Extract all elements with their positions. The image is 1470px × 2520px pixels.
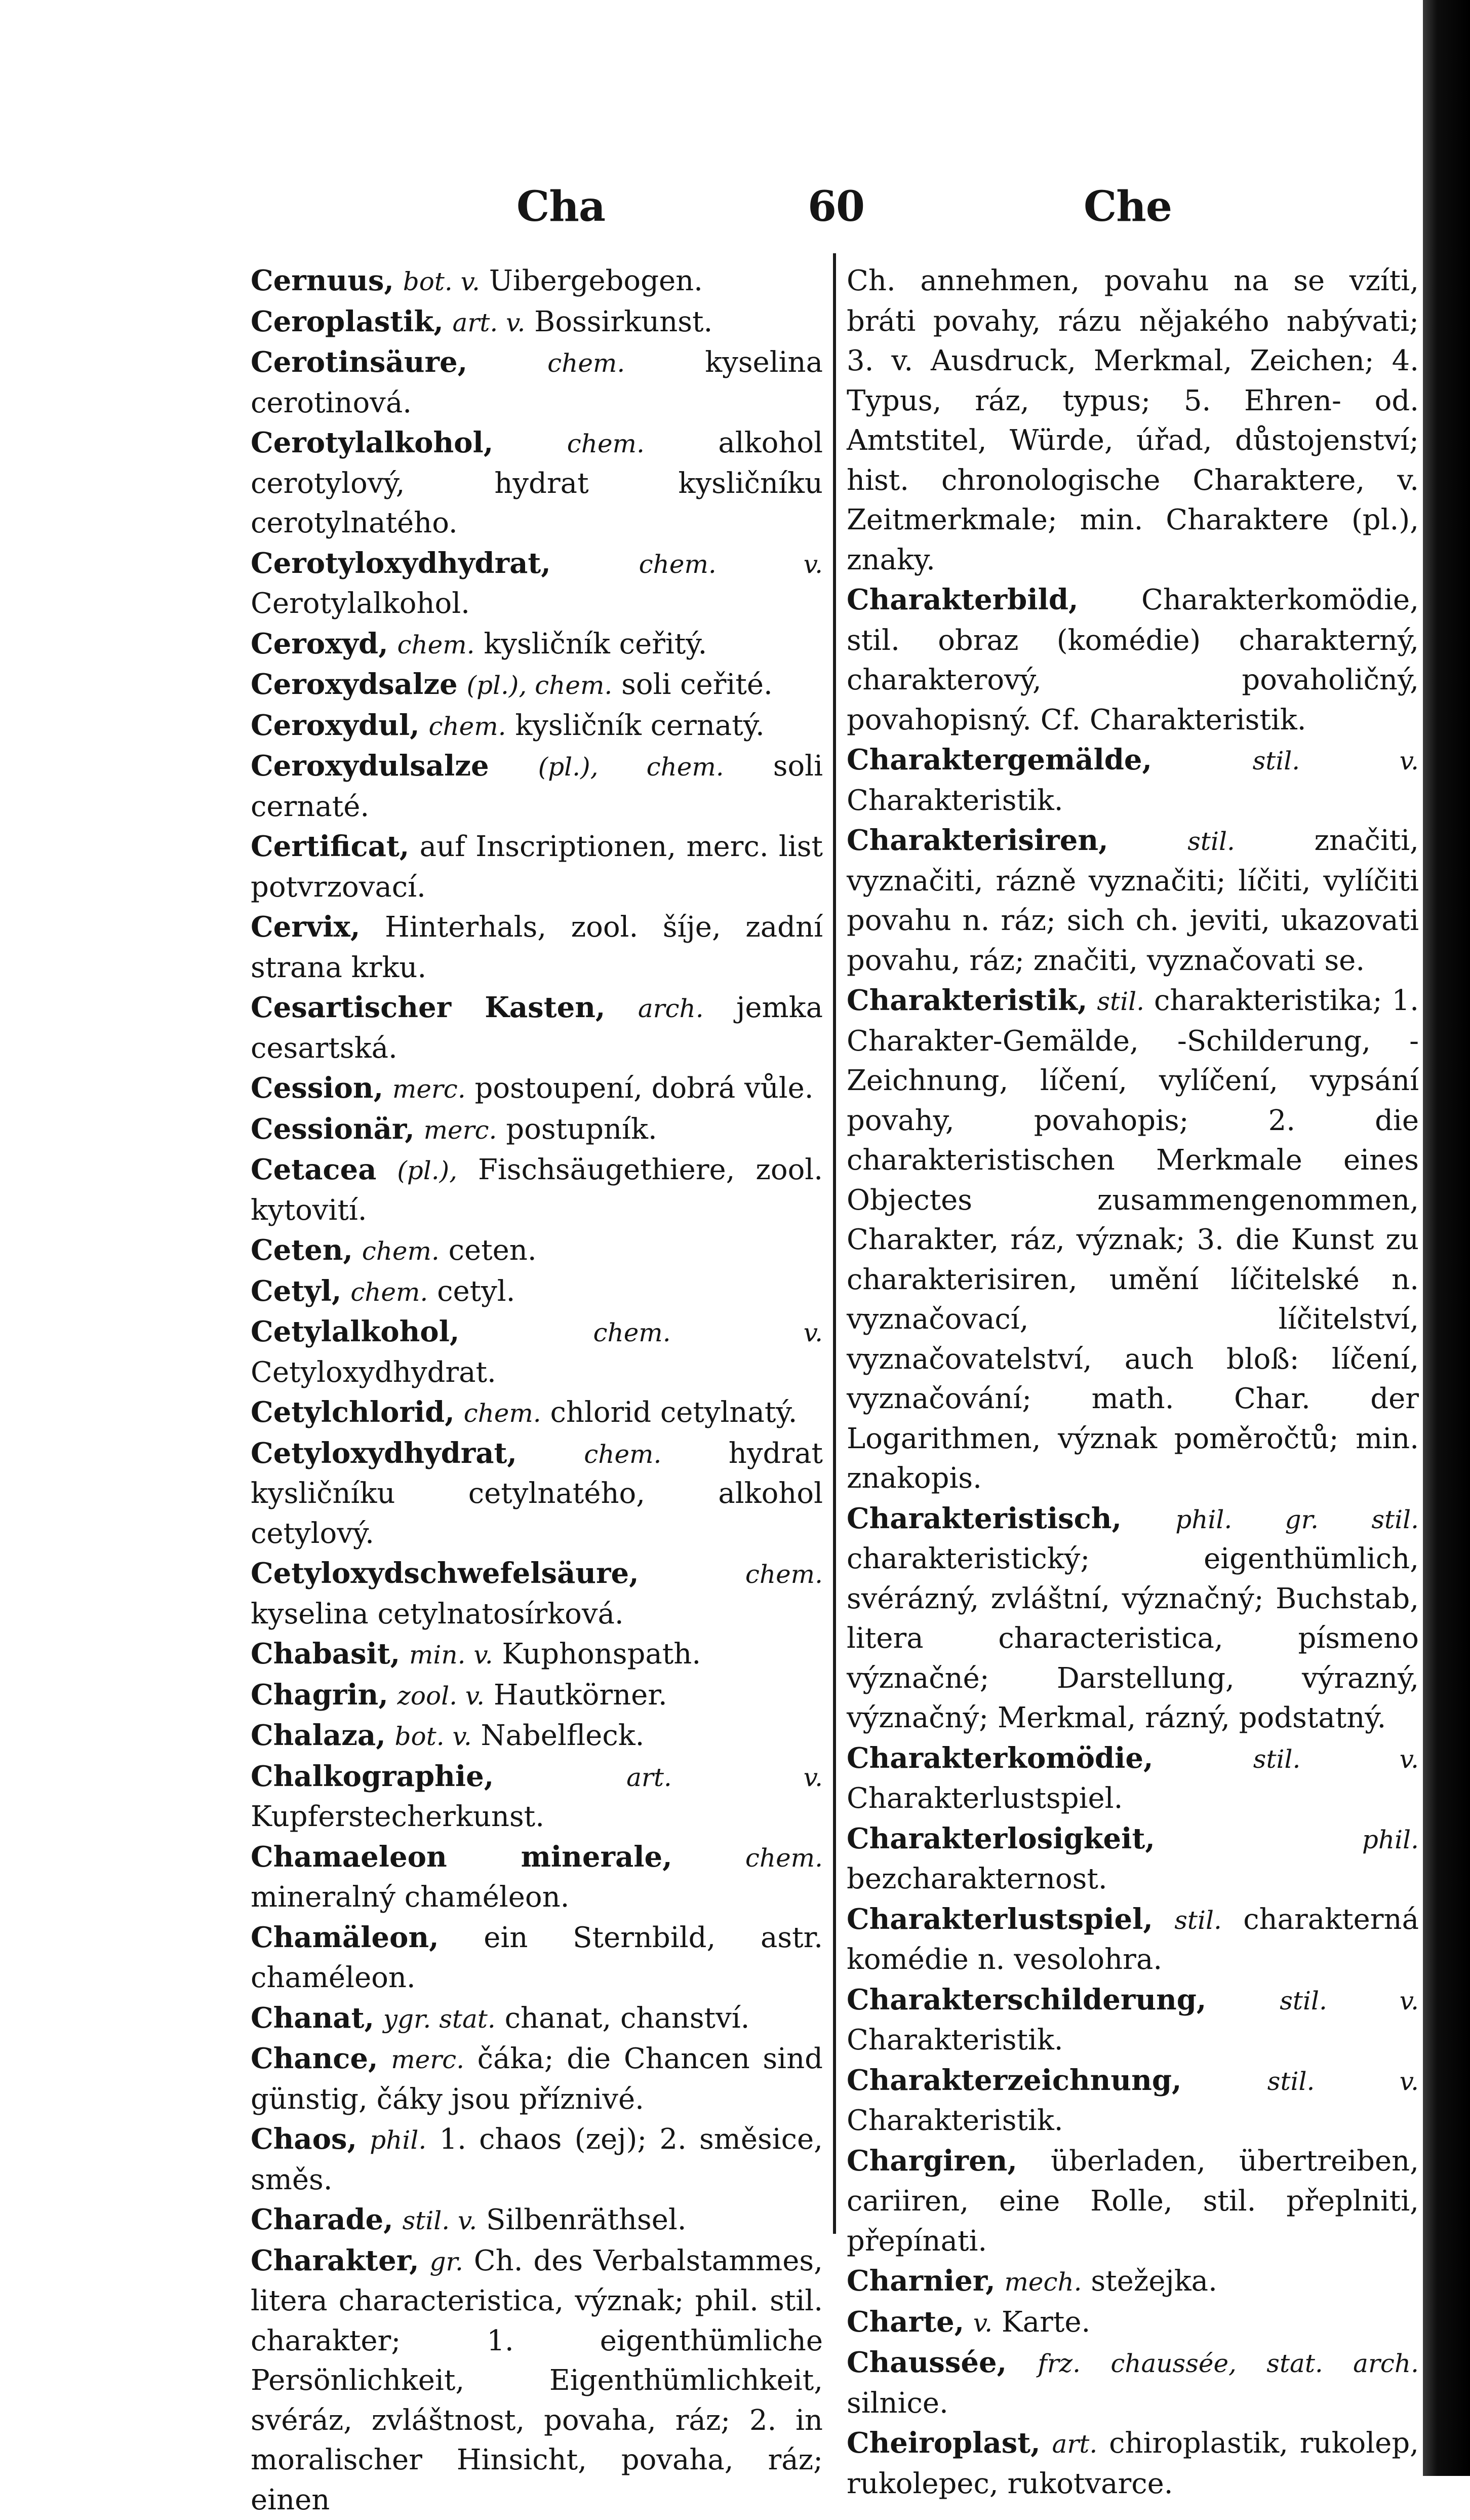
entry-definition: Charakterlustspiel. [847,1782,1123,1815]
dictionary-entry [251,1757,823,1837]
entry-definition: 1. chaos (zej); 2. směsice, směs. [251,2123,823,2196]
dictionary-entry [251,1271,823,1312]
dictionary-entry [251,624,823,665]
entry-definition: Cetyloxydhydrat. [251,1356,496,1389]
dictionary-entry [251,1634,823,1675]
entry-label: v. [973,2308,992,2338]
dictionary-entry [847,2141,1419,2262]
entry-headword: Chanat, [251,2001,374,2035]
entry-label: min. v. [409,1640,493,1670]
entry-headword: Ceroxydul, [251,709,420,742]
entry-definition: postoupení, dobrá vůle. [475,1072,814,1105]
dictionary-entry [251,1312,823,1392]
entry-definition: Uibergebogen. [489,264,703,297]
entry-headword: Charakterlustspiel, [847,1903,1153,1936]
entry-headword: Certificat, [251,830,409,863]
book-binding-edge [1423,0,1470,2476]
entry-headword: Chalaza, [251,1719,386,1752]
entry-definition: Ch. des Verbalstammes, litera characteristica, význak; phil. stil. charakter; 1. eigenthümliche Persönlichkeit, Eigenthümlichkeit, svéráz, zvláštnost, povaha, ráz; 2. in moralischer Hinsicht, povaha, ráz; einen [251,2244,823,2516]
dictionary-entry [251,2200,823,2241]
dictionary-entry [251,665,823,706]
entry-label: chem. [350,1277,428,1307]
dictionary-entry [251,827,823,907]
header-left-guideword: Cha [517,182,605,231]
entry-definition: stežejka. [1091,2265,1217,2298]
entry-definition: Charakteristik. [847,2104,1063,2137]
entry-definition: hydrat kysličníku cetylnatého, alkohol cetylový. [251,1437,823,1550]
entry-headword: Ceten, [251,1233,353,1267]
entry-definition: charakteristika; 1. Charakter-Gemälde, -Schilderung, -Zeichnung, líčení, vylíčení, vypsání povahy, povahopis; 2. die charakteristischen Merkmale eines Objectes zusammengenommen, Charakter, ráz, význak; 3. die Kunst zu charakterisiren, umění líčitelské n. vyznačovací, líčitelství, vyznačovatelství, auch bloß: líčení, vyznačování; math. Char. der Logarithmen, význak poměročtů; min. znakopis. [847,984,1419,1495]
entry-headword: Chaos, [251,2122,357,2156]
entry-headword: Charakterisiren, [847,824,1108,857]
entry-label: stil. [1097,987,1144,1016]
entry-headword: Charakter, [251,2244,419,2277]
dictionary-entry [847,2343,1419,2423]
entry-headword: Cetylalkohol, [251,1315,459,1348]
entry-definition: alkohol cerotylový, hydrat kysličníku cerotylnatého. [251,427,823,539]
entry-label: merc. [391,2045,464,2074]
entry-headword: Charakteristik, [847,984,1087,1017]
dictionary-entry [251,1068,823,1109]
entry-definition: Charakterkomödie, stil. obraz (komédie) charakterný, charakterový, povaholičný, povahopisný. Cf. Charakteristik. [847,584,1419,736]
entry-headword: Charnier, [847,2264,996,2298]
entry-label: (pl.), [397,1156,457,1185]
running-header [253,182,1185,243]
entry-headword: Chamaeleon minerale, [251,1840,672,1874]
left-column [251,261,823,2520]
entry-headword: Cernuus, [251,264,394,297]
entry-definition: mineralný chaméleon. [251,1881,569,1914]
entry-headword: Ceroxydulsalze [251,749,489,783]
dictionary-entry [251,706,823,747]
entry-definition: Cerotylalkohol. [251,587,470,620]
page-number: 60 [808,182,864,231]
entry-definition: charakteristický; eigenthümlich, svérázný, zvláštní, význačný; Buchstab, litera characteristica, písmeno význačné; Darstellung, výrazný, význačný; Merkmal, rázný, podstatný. [847,1542,1419,1734]
entry-definition: auf Inscriptionen, merc. list potvrzovací. [251,830,823,904]
entry-label: stil. v. [1267,2067,1419,2096]
dictionary-entry [251,2241,823,2520]
dictionary-entry [251,544,823,624]
entry-definition: überladen, übertreiben, cariiren, eine Rolle, stil. přeplniti, přepínati. [847,2145,1419,2258]
entry-definition: chiroplastik, rukolep, rukolepec, rukotvarce. [847,2427,1419,2500]
entry-label: chem. [428,712,506,741]
entry-label: chem. [745,1560,823,1589]
entry-headword: Cheiroplast, [847,2426,1041,2460]
entry-definition: Charakteristik. [847,784,1063,817]
entry-definition: soli ceřité. [621,668,773,701]
dictionary-entry [847,2302,1419,2343]
entry-headword: Chagrin, [251,1678,388,1712]
entry-definition: Kupferstecherkunst. [251,1800,544,1833]
entry-definition: jemka cesartská. [251,991,823,1065]
entry-label: merc. [392,1074,466,1104]
entry-headword: Charakterkomödie, [847,1741,1153,1775]
entry-headword: Charade, [251,2203,393,2236]
entry-headword: Charakteristisch, [847,1502,1122,1535]
entry-headword: Cetylchlorid, [251,1395,455,1429]
entry-headword: Cetyl, [251,1274,341,1308]
entry-label: stil. v. [1253,746,1419,776]
entry-headword: Cession, [251,1071,383,1105]
entry-definition: čáka; die Chancen sind günstig, čáky jsou příznivé. [251,2042,823,2116]
entry-headword: Cerotylalkohol, [251,426,493,459]
entry-headword: Cerotyloxydhydrat, [251,547,551,580]
dictionary-entry [251,1230,823,1271]
entry-label: chem. [547,348,625,378]
entry-definition: Silbenräthsel. [486,2203,687,2236]
dictionary-entry [847,2261,1419,2302]
dictionary-entry [847,1980,1419,2061]
entry-definition: silnice. [847,2387,948,2420]
entry-headword: Charakterschilderung, [847,1983,1206,2017]
entry-headword: Ceroxydsalze [251,668,458,701]
entry-definition: ceten. [449,1234,537,1267]
dictionary-entry [847,1499,1419,1738]
entry-headword: Cetyloxydschwefelsäure, [251,1557,639,1590]
entry-headword: Chance, [251,2042,378,2075]
entry-definition: chlorid cetylnatý. [550,1396,797,1429]
entry-headword: Ceroxyd, [251,627,388,661]
entry-label: chem. v. [639,550,823,579]
entry-definition: Ch. annehmen, povahu na se vzíti, bráti povahy, rázu nějakého nabývati; 3. v. Ausdruck, Merkmal, Zeichen; 4. Typus, ráz, typus; 5. Ehren- od. Amtstitel, Würde, úřad, důstojenství; hist. chronologische Charaktere, v. Zeitmerkmale; min. Charaktere (pl.), znaky. [847,264,1419,576]
entry-definition: ein Sternbild, astr. chaméleon. [251,1921,823,1995]
entry-definition: Nabelfleck. [481,1719,645,1752]
entry-headword: Charaktergemälde, [847,743,1152,777]
dictionary-entry [251,907,823,988]
entry-definition: Kuphonspath. [502,1638,701,1671]
dictionary-entry [847,821,1419,981]
entry-label: ygr. stat. [383,2004,496,2034]
entry-headword: Cetacea [251,1153,376,1186]
entry-definition: bezcharakternost. [847,1863,1107,1895]
entry-label: chem. [584,1440,661,1469]
entry-definition: kyselina cetylnatosírková. [251,1598,624,1631]
dictionary-entry [847,740,1419,821]
dictionary-entry [251,1433,823,1554]
dictionary-entry [251,342,823,423]
entry-headword: Chabasit, [251,1637,400,1671]
entry-label: chem. v. [593,1318,823,1347]
entry-label: zool. v. [398,1681,485,1711]
entry-label: art. v. [626,1763,823,1792]
entry-definition: kysličník cernatý. [515,709,764,742]
entry-label: frz. chaussée, stat. arch. [1038,2349,1419,2378]
dictionary-entry [251,302,823,343]
dictionary-entry [251,1716,823,1757]
entry-definition: Fischsäugethiere, zool. kytovití. [251,1153,823,1227]
dictionary-entry [847,1899,1419,1980]
dictionary-entry [847,1738,1419,1819]
dictionary-entry [251,261,823,302]
entry-definition: Hinterhals, zool. šíje, zadní strana krku. [251,911,823,984]
entry-headword: Cerotinsäure, [251,345,467,379]
dictionary-entry [251,746,823,827]
dictionary-entry [251,988,823,1068]
entry-headword: Charakterlosigkeit, [847,1822,1155,1855]
entry-headword: Charte, [847,2305,964,2339]
entry-label: chem. [567,429,645,458]
dictionary-entry [847,2061,1419,2141]
dictionary-entry [251,2119,823,2200]
dictionary-entry [251,1675,823,1716]
entry-label: gr. [430,2247,463,2276]
entry-headword: Chaussée, [847,2346,1007,2379]
entry-label: stil. v. [402,2206,477,2235]
entry-label: arch. [638,994,704,1023]
entry-label: art. [1052,2429,1098,2459]
column-divider [833,253,836,2234]
entry-definition: postupník. [506,1113,657,1146]
dictionary-entry [251,2039,823,2119]
entry-label: phil. [1362,1825,1419,1854]
entry-definition: Bossirkunst. [534,305,712,338]
entry-label: phil. [370,2125,426,2155]
entry-label: stil. v. [1280,1986,1419,2015]
dictionary-entry [251,1392,823,1433]
entry-label: bot. v. [395,1722,472,1751]
entry-definition: Charakteristik. [847,2024,1063,2057]
entry-definition: kysličník ceřitý. [484,628,707,661]
dictionary-entry [847,2423,1419,2504]
entry-definition: Karte. [1002,2306,1090,2339]
entry-headword: Cetyloxydhydrat, [251,1437,517,1470]
entry-definition: chanat, chanství. [505,2002,750,2035]
entry-label: art. v. [453,308,526,337]
dictionary-entry [251,1554,823,1634]
dictionary-entry [847,580,1419,740]
entry-label: (pl.), chem. [466,671,612,700]
entry-label: bot. v. [403,267,480,296]
entry-headword: Chargiren, [847,2144,1017,2178]
right-column [847,261,1419,2504]
dictionary-entry [251,1918,823,1998]
entry-label: mech. [1004,2267,1082,2297]
dictionary-entry [251,1998,823,2039]
entry-label: merc. [424,1115,497,1145]
entry-label: chem. [362,1236,440,1266]
entry-definition: Hautkörner. [494,1679,667,1712]
entry-label: stil. [1174,1906,1222,1935]
entry-headword: Cervix, [251,910,360,944]
dictionary-entry [251,423,823,544]
entry-definition: značiti, vyznačiti, rázně vyznačiti; líčiti, vylíčiti povahu n. ráz; sich ch. jeviti, ukazovati povahu, ráz; značiti, vyznačovati se. [847,824,1419,977]
entry-headword: Chalkographie, [251,1760,494,1793]
entry-label: stil. [1187,827,1235,856]
dictionary-entry [847,261,1419,580]
entry-headword: Charakterzeichnung, [847,2064,1181,2097]
dictionary-entry [847,1819,1419,1899]
header-right-guideword: Che [1084,182,1172,231]
dictionary-entry [251,1837,823,1918]
entry-label: chem. [397,630,474,660]
entry-headword: Cesartischer Kasten, [251,991,605,1024]
dictionary-entry [251,1109,823,1150]
entry-headword: Ceroplastik, [251,305,444,338]
entry-label: stil. v. [1253,1744,1419,1774]
entry-label: phil. gr. stil. [1175,1505,1419,1534]
entry-headword: Charakterbild, [847,583,1079,616]
entry-label: chem. [464,1399,541,1428]
dictionary-entry [251,1150,823,1230]
entry-definition: soli cernaté. [251,750,823,823]
entry-definition: charakterná komédie n. vesolohra. [847,1903,1419,1976]
entry-definition: kyselina cerotinová. [251,346,823,419]
entry-label: (pl.), chem. [538,752,724,782]
entry-headword: Cessionär, [251,1112,415,1146]
entry-definition: cetyl. [437,1275,515,1308]
entry-label: chem. [745,1843,823,1873]
entry-headword: Chamäleon, [251,1921,439,1954]
dictionary-entry [847,981,1419,1499]
